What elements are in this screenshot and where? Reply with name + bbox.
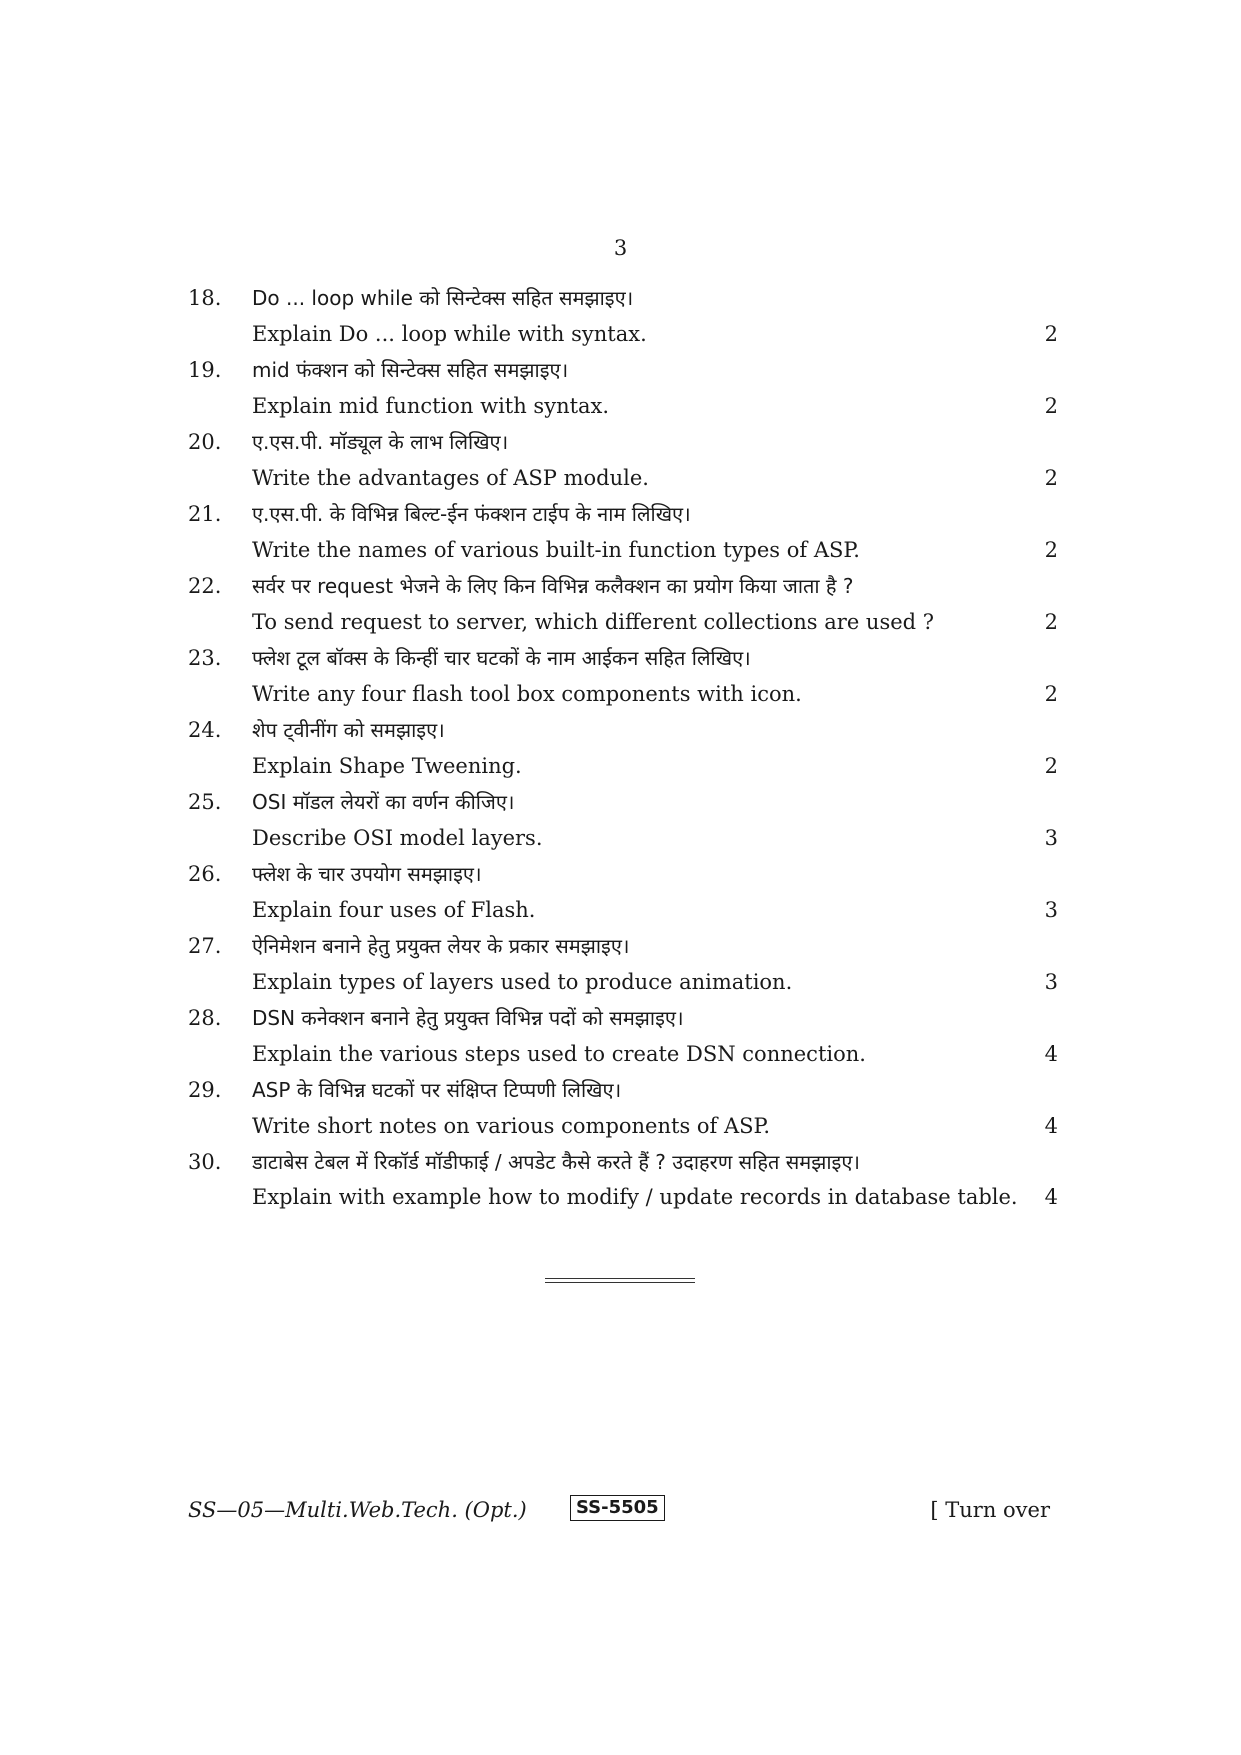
question-hindi: ऐनिमेशन बनाने हेतु प्रयुक्त लेयर के प्रकार समझाइए। bbox=[252, 934, 630, 958]
question-marks: 2 bbox=[1044, 682, 1058, 706]
footer-subject: SS—05—Multi.Web.Tech. (Opt.) bbox=[188, 1498, 527, 1522]
question-hindi: OSI मॉडल लेयरों का वर्णन कीजिए। bbox=[252, 790, 515, 814]
question-english: Write short notes on various components of ASP. bbox=[252, 1114, 771, 1138]
question-23 bbox=[188, 640, 1058, 712]
question-english: Write the names of various built-in function types of ASP. bbox=[252, 538, 860, 562]
question-marks: 2 bbox=[1044, 466, 1058, 490]
question-english: Explain Shape Tweening. bbox=[252, 754, 522, 778]
question-marks: 4 bbox=[1044, 1185, 1058, 1209]
page-footer bbox=[188, 1494, 1050, 1528]
question-english: To send request to server, which different collections are used ? bbox=[252, 610, 935, 634]
question-hindi: ए.एस.पी. मॉड्यूल के लाभ लिखिए। bbox=[252, 430, 509, 454]
question-english: Explain four uses of Flash. bbox=[252, 898, 536, 922]
question-20 bbox=[188, 424, 1058, 496]
question-marks: 4 bbox=[1044, 1042, 1058, 1066]
question-28 bbox=[188, 1000, 1058, 1072]
footer-paper-code: SS-5505 bbox=[570, 1495, 665, 1521]
page-number: 3 bbox=[613, 236, 628, 260]
question-number: 18. bbox=[188, 286, 222, 310]
question-english: Explain the various steps used to create DSN connection. bbox=[252, 1042, 866, 1066]
question-25 bbox=[188, 784, 1058, 856]
question-hindi: शेप ट्वीनींग को समझाइए। bbox=[252, 718, 445, 742]
question-number: 24. bbox=[188, 718, 222, 742]
question-number: 20. bbox=[188, 430, 222, 454]
question-marks: 3 bbox=[1044, 826, 1058, 850]
question-marks: 2 bbox=[1044, 322, 1058, 346]
question-hindi: फ्लेश टूल बॉक्स के किन्हीं चार घटकों के नाम आईकन सहित लिखिए। bbox=[252, 646, 751, 670]
question-marks: 2 bbox=[1044, 754, 1058, 778]
question-hindi: ए.एस.पी. के विभिन्न बिल्ट-ईन फंक्शन टाईप के नाम लिखिए। bbox=[252, 502, 691, 526]
question-number: 27. bbox=[188, 934, 222, 958]
question-hindi: Do ... loop while को सिन्टेक्स सहित समझाइए। bbox=[252, 286, 634, 310]
question-22 bbox=[188, 568, 1058, 640]
question-list bbox=[188, 280, 1058, 1211]
question-number: 21. bbox=[188, 502, 222, 526]
question-english: Explain Do ... loop while with syntax. bbox=[252, 322, 647, 346]
question-hindi: सर्वर पर request भेजने के लिए किन विभिन्न कलैक्शन का प्रयोग किया जाता है ? bbox=[252, 574, 854, 598]
question-english: Explain types of layers used to produce animation. bbox=[252, 970, 793, 994]
question-19 bbox=[188, 352, 1058, 424]
question-21 bbox=[188, 496, 1058, 568]
footer-turn-over: [ Turn over bbox=[930, 1498, 1050, 1522]
question-hindi: mid फंक्शन को सिन्टेक्स सहित समझाइए। bbox=[252, 358, 569, 382]
question-marks: 3 bbox=[1044, 898, 1058, 922]
question-18 bbox=[188, 280, 1058, 352]
question-number: 29. bbox=[188, 1078, 222, 1102]
question-marks: 4 bbox=[1044, 1114, 1058, 1138]
question-marks: 2 bbox=[1044, 394, 1058, 418]
question-hindi: फ्लेश के चार उपयोग समझाइए। bbox=[252, 862, 482, 886]
question-number: 22. bbox=[188, 574, 222, 598]
question-hindi: DSN कनेक्शन बनाने हेतु प्रयुक्त विभिन्न पदों को समझाइए। bbox=[252, 1006, 684, 1030]
question-marks: 3 bbox=[1044, 970, 1058, 994]
question-english: Write any four flash tool box components with icon. bbox=[252, 682, 802, 706]
question-english: Write the advantages of ASP module. bbox=[252, 466, 649, 490]
question-number: 26. bbox=[188, 862, 222, 886]
question-27 bbox=[188, 928, 1058, 1000]
question-number: 30. bbox=[188, 1150, 222, 1174]
question-marks: 2 bbox=[1044, 610, 1058, 634]
end-double-rule bbox=[545, 1278, 695, 1283]
question-number: 23. bbox=[188, 646, 222, 670]
question-number: 25. bbox=[188, 790, 222, 814]
question-number: 19. bbox=[188, 358, 222, 382]
question-26 bbox=[188, 856, 1058, 928]
question-english: Describe OSI model layers. bbox=[252, 826, 543, 850]
question-24 bbox=[188, 712, 1058, 784]
question-29 bbox=[188, 1072, 1058, 1144]
question-english: Explain with example how to modify / update records in database table. bbox=[252, 1185, 1018, 1209]
question-english: Explain mid function with syntax. bbox=[252, 394, 610, 418]
question-hindi: ASP के विभिन्न घटकों पर संक्षिप्त टिप्पणी लिखिए। bbox=[252, 1078, 622, 1102]
question-30 bbox=[188, 1144, 1058, 1211]
question-number: 28. bbox=[188, 1006, 222, 1030]
question-marks: 2 bbox=[1044, 538, 1058, 562]
question-hindi: डाटाबेस टेबल में रिकॉर्ड मॉडीफाई / अपडेट कैसे करते हैं ? उदाहरण सहित समझाइए। bbox=[252, 1150, 860, 1174]
